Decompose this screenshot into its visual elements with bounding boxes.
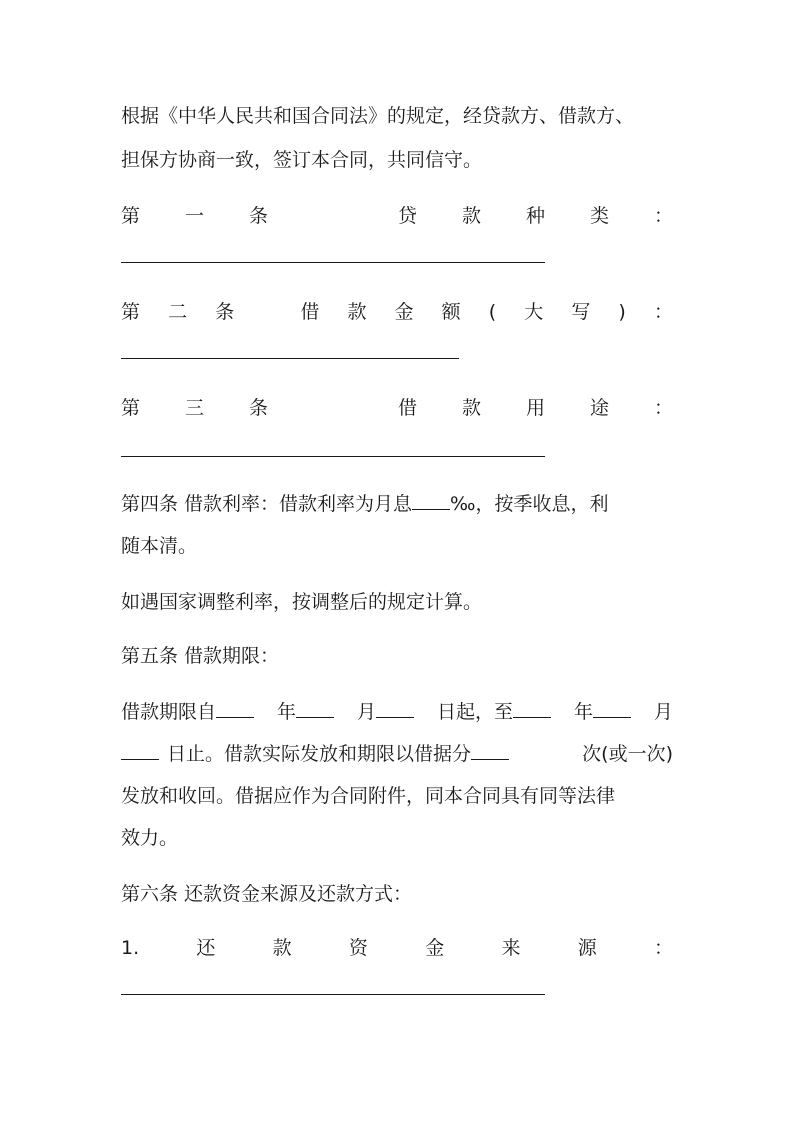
text: 年 [276,701,296,723]
char: 类 [589,205,609,227]
article-5-line-2 [121,741,673,767]
start-year-blank[interactable] [216,699,254,718]
char: ： [653,397,673,419]
intro-line-1: 根据《中华人民共和国合同法》的规定，经贷款方、借款方、 [121,105,635,127]
text: 日止。借款实际发放和期限以借据分 [167,743,472,765]
char: ： [653,205,673,227]
article-1-heading [121,203,673,229]
char: 贷 [397,205,417,227]
article-6-blank-line[interactable] [121,994,545,995]
end-year-blank[interactable] [513,699,551,718]
char: 第 [121,301,141,323]
char: 1. [121,937,140,959]
char: 借 [397,397,417,419]
char: 条 [249,397,269,419]
char: 三 [185,397,205,419]
char: 资 [348,937,368,959]
char: 用 [525,397,545,419]
interest-rate-blank[interactable] [412,491,450,510]
char: 款 [347,301,367,323]
char: 一 [185,205,205,227]
article-4-text-tail: ‰，按季收息，利 [450,493,609,515]
text: 次(或一次) [582,743,673,765]
text: 月 [653,701,673,723]
end-day-blank[interactable] [121,741,159,760]
char: ： [653,937,673,959]
char: ： [653,301,673,323]
text: 日起，至 [436,701,513,723]
char: 条 [215,301,235,323]
period-month [357,699,414,725]
char: 款 [272,937,292,959]
article-5-line-4: 效力。 [121,827,179,849]
article-4-text: 第四条 借款利率：借款利率为月息 [121,493,413,515]
char: 款 [461,205,481,227]
char: 种 [525,205,545,227]
period-from [121,699,254,725]
intro-line-2: 担保方协商一致，签订本合同，共同信守。 [121,149,483,171]
char: 源 [577,937,597,959]
char: 金 [394,301,414,323]
char: 条 [249,205,269,227]
char: 额 [441,301,461,323]
installments-blank[interactable] [471,741,509,760]
char: 途 [589,397,609,419]
char: 大 [524,301,544,323]
end-month-blank[interactable] [593,699,631,718]
char: 还 [196,937,216,959]
char: 第 [121,205,141,227]
article-4-line-1 [121,491,673,517]
article-4-adjust-note: 如遇国家调整利率，按调整后的规定计算。 [121,591,483,613]
article-5-line-3: 发放和收回。借据应作为合同附件，同本合同具有同等法律 [121,785,616,807]
char: 金 [425,937,445,959]
article-3-blank-line[interactable] [121,456,545,457]
article-6-title: 第六条 还款资金来源及还款方式： [121,883,413,905]
char: 款 [461,397,481,419]
char: 借 [300,301,320,323]
article-5-line-1 [121,699,673,725]
article-6-item-1 [121,935,673,961]
start-day-blank[interactable] [376,699,414,718]
text: 月 [356,701,376,723]
period-to [437,699,551,725]
char: 二 [168,301,188,323]
period-end-year [574,699,631,725]
article-2-blank-line[interactable] [121,358,459,359]
text: 年 [573,701,593,723]
char: 来 [501,937,521,959]
text: 借款期限自 [121,701,217,723]
char: 第 [121,397,141,419]
article-2-heading [121,299,673,325]
char: 写 [571,301,591,323]
article-5-title: 第五条 借款期限： [121,645,280,667]
char: ( [488,301,497,323]
article-3-heading [121,395,673,421]
article-1-blank-line[interactable] [121,262,545,263]
start-month-blank[interactable] [296,699,334,718]
period-year [277,699,334,725]
article-4-line-2: 随本清。 [121,535,198,557]
char: ) [618,301,626,323]
